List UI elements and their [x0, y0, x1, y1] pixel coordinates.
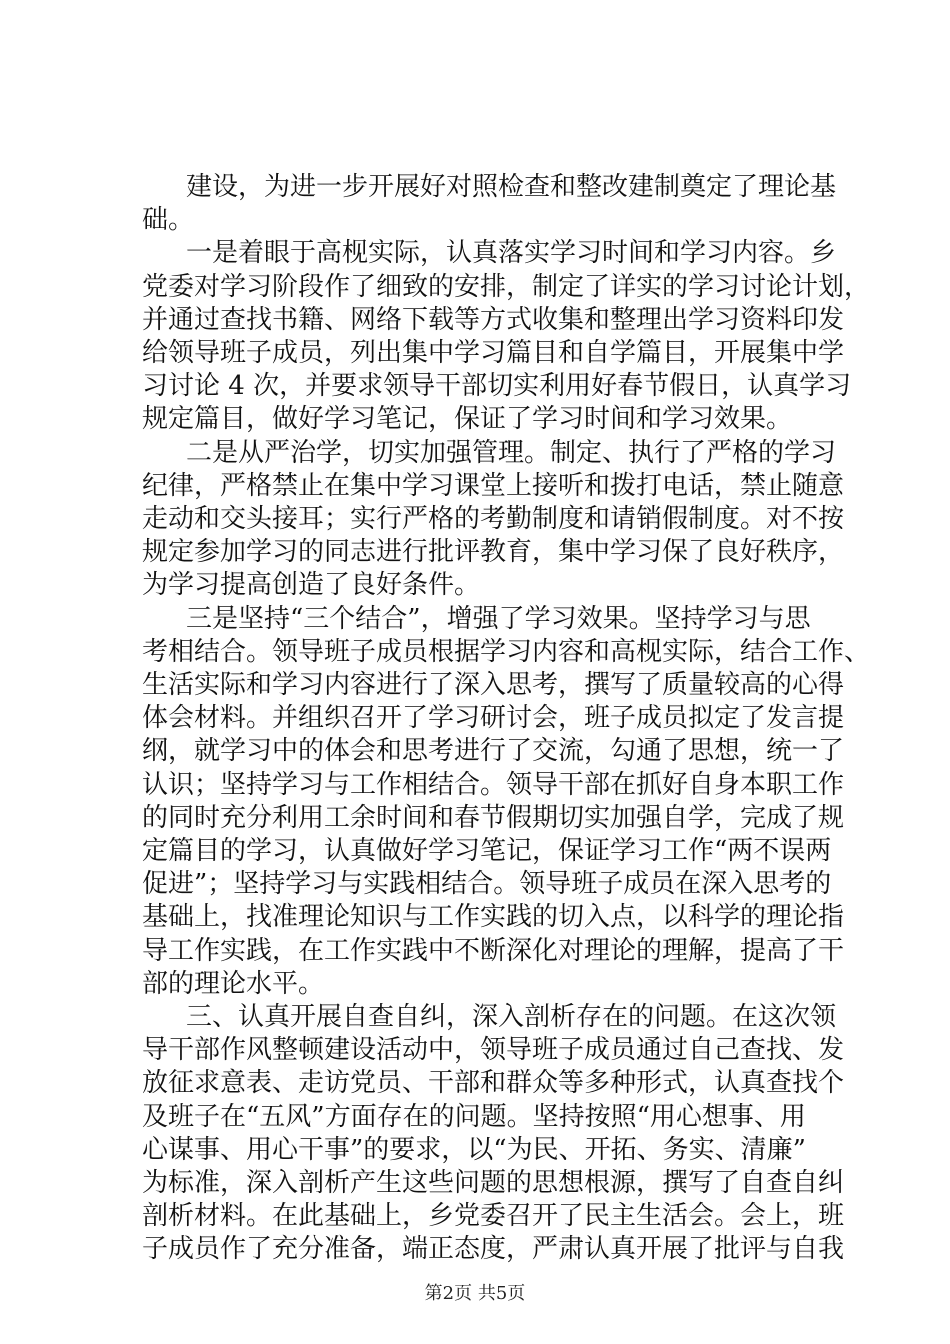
text-line: 纪律，严格禁止在集中学习课堂上接听和拨打电话，禁止随意: [142, 471, 845, 501]
text-line: 一是着眼于高枧实际，认真落实学习时间和学习内容。乡: [186, 238, 837, 268]
text-line: 并通过查找书籍、网络下载等方式收集和整理出学习资料印发: [142, 305, 845, 335]
text-line: 考相结合。领导班子成员根据学习内容和高枧实际，结合工作、: [142, 637, 871, 667]
text-line: 子成员作了充分准备，端正态度，严肃认真开展了批评与自我: [142, 1234, 845, 1264]
text-line: 走动和交头接耳；实行严格的考勤制度和请销假制度。对不按: [142, 504, 845, 534]
text-line: 剖析材料。在此基础上，乡党委召开了民主生活会。会上，班: [142, 1201, 845, 1231]
text-line: 促进”；坚持学习与实践相结合。领导班子成员在深入思考的: [142, 869, 832, 899]
text-line: 体会材料。并组织召开了学习研讨会，班子成员拟定了发言提: [142, 703, 845, 733]
page-number: 第2页 共5页: [424, 1283, 526, 1304]
text-line: 导工作实践，在工作实践中不断深化对理论的理解，提高了干: [142, 936, 845, 966]
text-line: 规定篇目，做好学习笔记，保证了学习时间和学习效果。: [142, 404, 793, 434]
text-line: 生活实际和学习内容进行了深入思考，撰写了质量较高的心得: [142, 670, 845, 700]
text-line: 习讨论 4 次，并要求领导干部切实利用好春节假日，认真学习: [142, 371, 852, 401]
text-line: 导干部作风整顿建设活动中，领导班子成员通过自己查找、发: [142, 1035, 845, 1065]
text-line: 建设，为进一步开展好对照检查和整改建制奠定了理论基: [186, 172, 837, 202]
text-line: 为学习提高创造了良好条件。: [142, 570, 481, 600]
text-line: 础。: [142, 205, 195, 235]
text-line: 的同时充分利用工余时间和春节假期切实加强自学，完成了规: [142, 803, 845, 833]
text-line: 给领导班子成员，列出集中学习篇目和自学篇目，开展集中学: [142, 338, 845, 368]
text-line: 二是从严治学，切实加强管理。制定、执行了严格的学习: [186, 438, 837, 468]
text-line: 部的理论水平。: [142, 969, 325, 999]
text-line: 为标准，深入剖析产生这些问题的思想根源，撰写了自查自纠: [142, 1168, 845, 1198]
text-line: 三是坚持“三个结合”，增强了学习效果。坚持学习与思: [186, 604, 811, 634]
text-line: 及班子在“五风”方面存在的问题。坚持按照“用心想事、用: [142, 1102, 806, 1132]
text-line: 认识；坚持学习与工作相结合。领导干部在抓好自身本职工作: [142, 770, 845, 800]
text-line: 心谋事、用心干事”的要求，以“为民、开拓、务实、清廉”: [142, 1135, 806, 1165]
text-line: 放征求意表、走访党员、干部和群众等多种形式，认真查找个: [142, 1068, 845, 1098]
text-line: 党委对学习阶段作了细致的安排，制定了详实的学习讨论计划，: [142, 272, 871, 302]
text-line: 纲，就学习中的体会和思考进行了交流，勾通了思想，统一了: [142, 736, 845, 766]
text-line: 定篇目的学习，认真做好学习笔记，保证学习工作“两不误两: [142, 836, 832, 866]
text-line: 基础上，找准理论知识与工作实践的切入点，以科学的理论指: [142, 902, 845, 932]
text-line: 三、认真开展自查自纠，深入剖析存在的问题。在这次领: [186, 1002, 837, 1032]
text-line: 规定参加学习的同志进行批评教育，集中学习保了良好秩序，: [142, 537, 845, 567]
